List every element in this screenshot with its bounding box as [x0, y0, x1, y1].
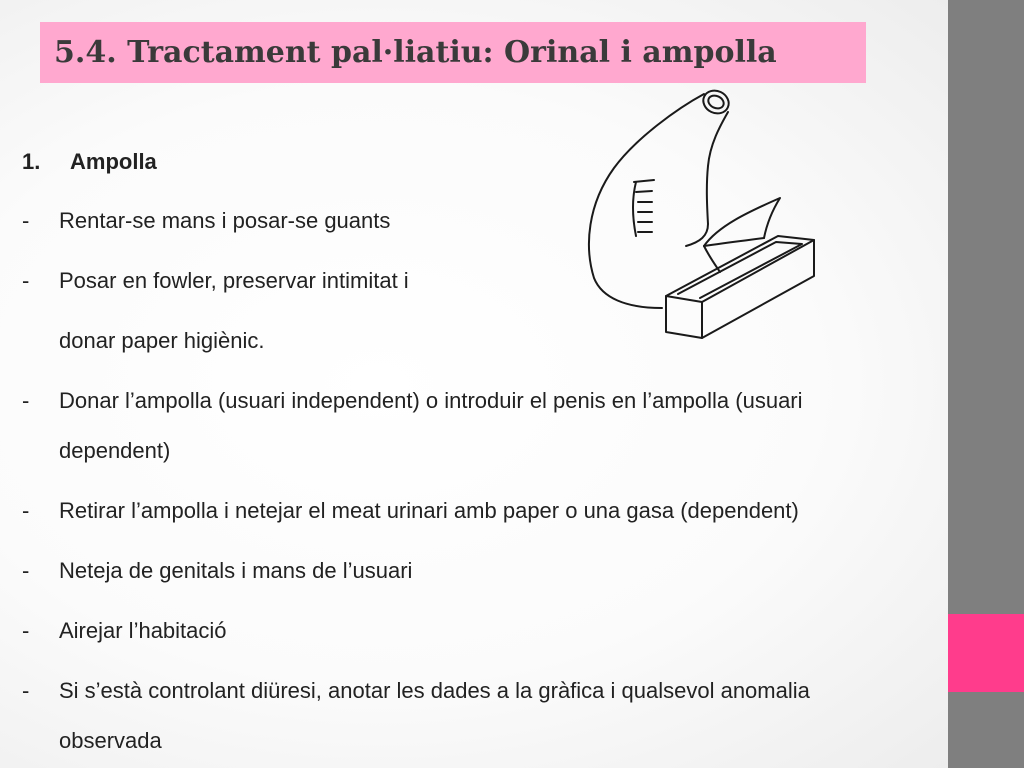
list-item: Rentar-se mans i posar-se guants: [59, 208, 391, 233]
bullet-marker: -: [22, 208, 30, 233]
list-item-continuation: observada: [59, 728, 162, 753]
list-item: Si s’està controlant diüresi, anotar les dades a la gràfica i qualsevol anomalia: [59, 678, 810, 703]
list-item: Posar en fowler, preservar intimitat i: [59, 268, 409, 293]
bullet-marker: -: [22, 388, 30, 413]
bullet-marker: -: [22, 558, 30, 583]
bullet-marker: -: [22, 618, 30, 643]
bullet-marker: -: [22, 268, 30, 293]
slide-title: 5.4. Tractament pal·liatiu: Orinal i ampolla: [54, 35, 777, 70]
list-item-continuation: dependent): [59, 438, 171, 463]
bullet-marker: -: [22, 498, 30, 523]
section-heading: Ampolla: [70, 149, 157, 174]
side-band-accent: [948, 614, 1024, 692]
list-item: Airejar l’habitació: [59, 618, 227, 643]
list-item-continuation: donar paper higiènic.: [59, 328, 265, 353]
list-item: Donar l’ampolla (usuari independent) o introduir el penis en l’ampolla (usuari: [59, 388, 803, 413]
list-item: Retirar l’ampolla i netejar el meat urinari amb paper o una gasa (dependent): [59, 498, 799, 523]
list-item: Neteja de genitals i mans de l’usuari: [59, 558, 413, 583]
section-number: 1.: [22, 149, 41, 174]
bullet-marker: -: [22, 678, 30, 703]
